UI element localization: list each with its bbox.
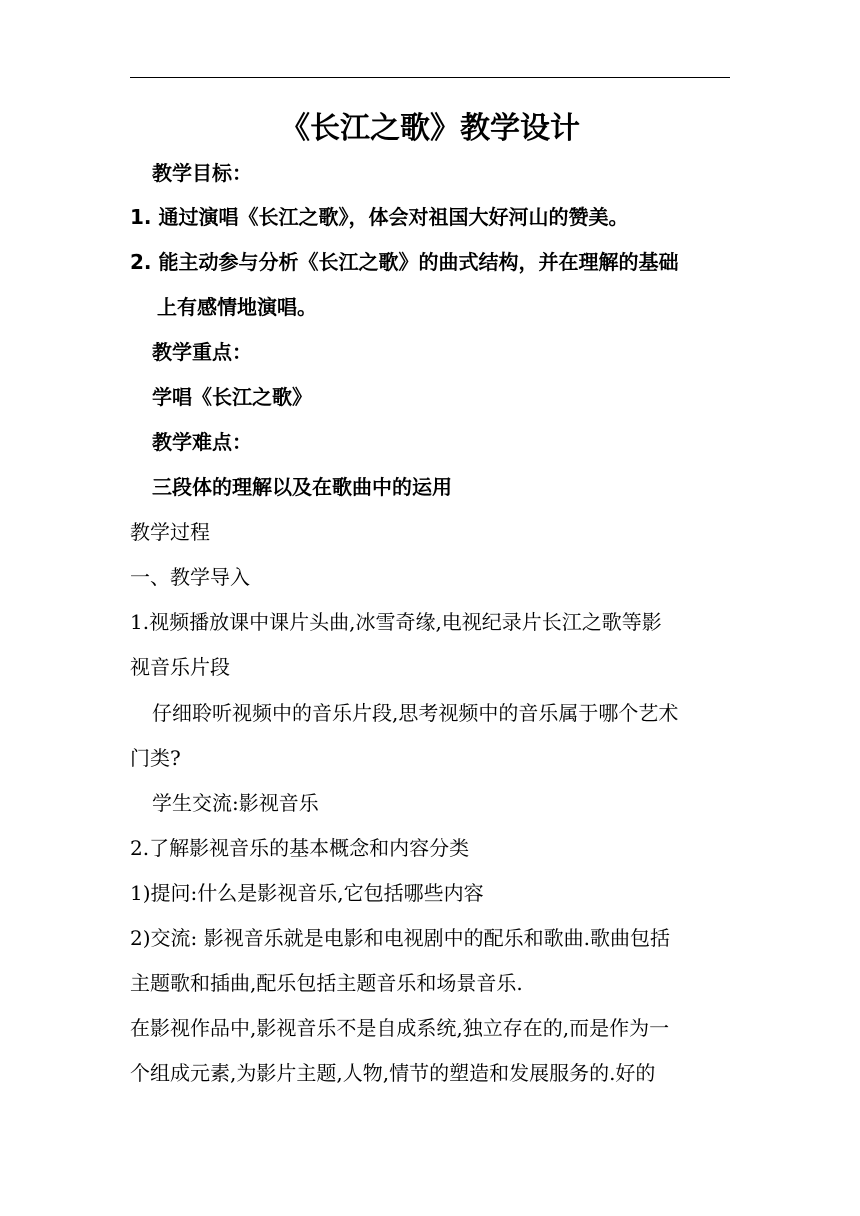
- paragraph-2-line-1: 仔细聆听视频中的音乐片段,思考视频中的音乐属于哪个艺术: [152, 701, 679, 725]
- paragraph-7-line-2: 个组成元素,为影片主题,人物,情节的塑造和发展服务的.好的: [130, 1061, 656, 1085]
- paragraph-7-line-1: 在影视作品中,影视音乐不是自成系统,独立存在的,而是作为一: [130, 1016, 670, 1040]
- objectives-heading: 教学目标：: [152, 161, 252, 185]
- paragraph-1-line-2: 视音乐片段: [130, 655, 230, 679]
- objective-2-line-1: 2. 能主动参与分析《长江之歌》的曲式结构，并在理解的基础: [130, 250, 679, 274]
- paragraph-6-line-2: 主题歌和插曲,配乐包括主题音乐和场景音乐.: [130, 971, 523, 995]
- paragraph-4: 2.了解影视音乐的基本概念和内容分类: [130, 836, 470, 860]
- paragraph-5: 1)提问:什么是影视音乐,它包括哪些内容: [130, 881, 484, 905]
- header-rule: [130, 77, 730, 78]
- difficulty-heading: 教学难点：: [152, 430, 252, 454]
- key-heading: 教学重点：: [152, 340, 252, 364]
- document-title: 《长江之歌》教学设计: [280, 111, 580, 146]
- objective-1: 1. 通过演唱《长江之歌》，体会对祖国大好河山的赞美。: [130, 205, 629, 229]
- objective-2-line-2: 上有感情地演唱。: [157, 295, 317, 319]
- paragraph-3: 学生交流:影视音乐: [152, 791, 319, 815]
- paragraph-6-line-1: 2)交流: 影视音乐就是电影和电视剧中的配乐和歌曲.歌曲包括: [130, 926, 670, 950]
- section-heading-1: 一、教学导入: [130, 565, 250, 589]
- paragraph-1-line-1: 1.视频播放课中课片头曲,冰雪奇缘,电视纪录片长江之歌等影: [130, 610, 662, 634]
- difficulty-text: 三段体的理解以及在歌曲中的运用: [152, 475, 452, 499]
- key-text: 学唱《长江之歌》: [152, 385, 312, 409]
- process-heading: 教学过程: [130, 520, 210, 544]
- paragraph-2-line-2: 门类?: [130, 746, 181, 770]
